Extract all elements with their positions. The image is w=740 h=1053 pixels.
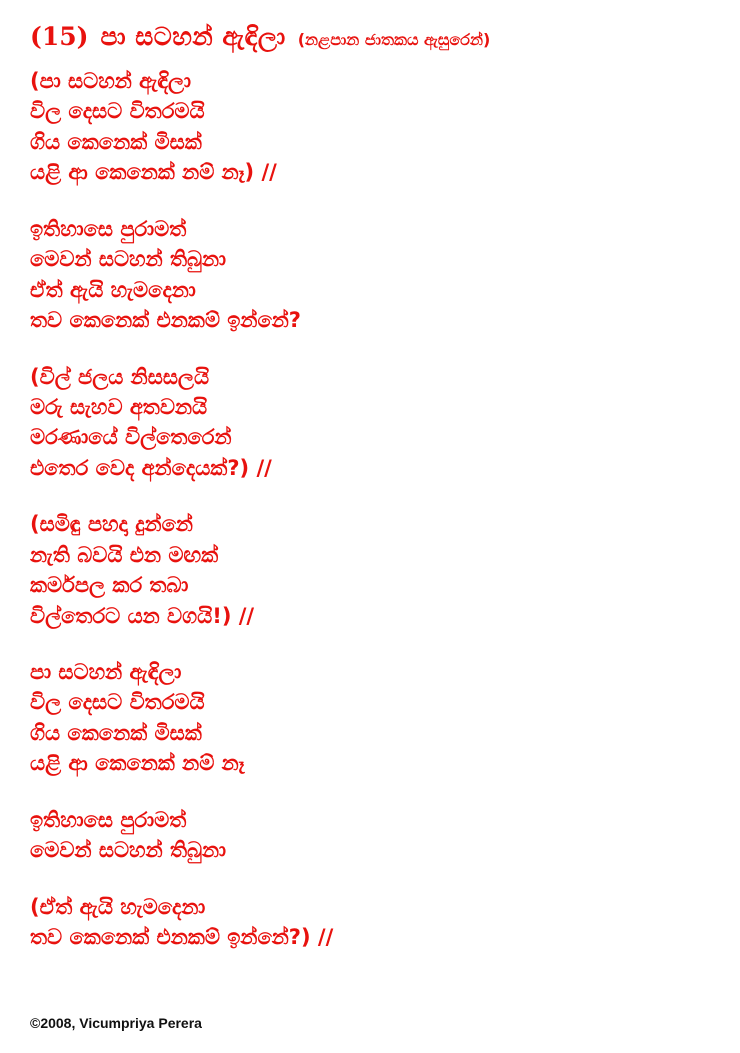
lyric-line: යළි ආ කෙනෙක් නම් නෑ) // bbox=[30, 160, 277, 185]
lyric-line: (ඒත් ඇයි හැමදෙනා bbox=[30, 894, 206, 919]
lyric-line: තව කෙනෙක් එනකම් ඉන්නේ? bbox=[30, 308, 301, 333]
lyric-line: මෙවන් සටහන් තිබුනා bbox=[30, 838, 226, 863]
stanza bbox=[30, 66, 710, 188]
stanza bbox=[30, 892, 710, 953]
lyric-line: එතෙර වෙද අන්දෙයක්?) // bbox=[30, 455, 272, 480]
stanza bbox=[30, 362, 710, 484]
lyric-line: ඉතිහාසෙ පුරාමත් bbox=[30, 807, 187, 832]
lyric-line: නැති බවයි එන මඟක් bbox=[30, 542, 219, 567]
stanza bbox=[30, 805, 710, 866]
lyric-line: මරු සැහව අතවනයි bbox=[30, 394, 208, 419]
stanza bbox=[30, 509, 710, 631]
lyric-line: මෙවන් සටහන් තිබුනා bbox=[30, 247, 226, 272]
lyric-line: පා සටහන් ඇඳිලා bbox=[30, 660, 182, 684]
song-title-sub: (නළපාන ජාතකය ඇසුරෙන්) bbox=[297, 30, 491, 49]
song-title-main: පා සටහන් ඇඳිලා bbox=[100, 22, 286, 51]
lyric-line: විල්තෙරට යන වගයි!) // bbox=[30, 603, 255, 628]
stanza bbox=[30, 657, 710, 779]
lyric-line: විල දෙසට විතරමයි bbox=[30, 690, 205, 715]
lyric-line: යළි ආ කෙනෙක් නම් නෑ bbox=[30, 751, 245, 776]
song-number: (15) bbox=[30, 22, 89, 51]
lyric-line: ඉතිහාසෙ පුරාමත් bbox=[30, 216, 187, 241]
lyric-line: ඒත් ඇයි හැමදෙනා bbox=[30, 277, 196, 302]
lyric-line: (සමිඳු පහදා දුන්නේ bbox=[30, 512, 193, 537]
lyric-line: කර්මපල කර තබා bbox=[30, 573, 189, 598]
lyric-line: ගිය කෙනෙක් මිසක් bbox=[30, 129, 202, 154]
lyric-line: විල දෙසට විතරමයි bbox=[30, 99, 205, 124]
lyric-line: (පා සටහන් ඇඳිලා bbox=[30, 69, 191, 93]
copyright-notice: ©2008, Vicumpriya Perera bbox=[30, 1015, 202, 1031]
lyric-line: මරණායේ විල්තෙරෙන් bbox=[30, 425, 232, 450]
lyric-line: (විල් ජලය නිසසලයි bbox=[30, 364, 210, 389]
lyric-line: තව කෙනෙක් එනකම් ඉන්නේ?) // bbox=[30, 925, 334, 950]
stanza bbox=[30, 214, 710, 336]
lyric-line: ගිය කෙනෙක් මිසක් bbox=[30, 720, 202, 745]
song-title bbox=[30, 22, 710, 52]
